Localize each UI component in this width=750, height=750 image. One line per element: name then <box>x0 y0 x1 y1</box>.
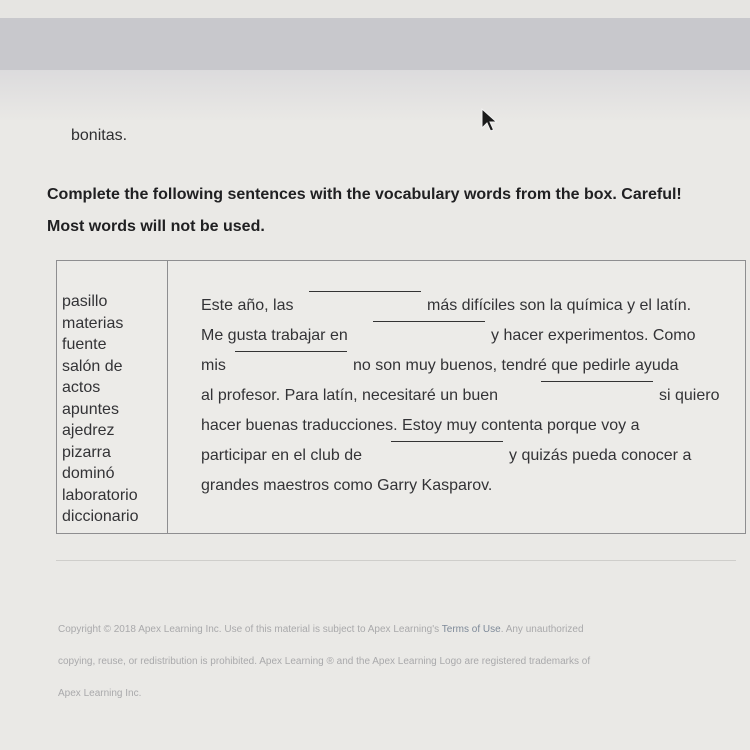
sentence-text: mis <box>201 357 226 374</box>
sentence-text: y hacer experimentos. Como <box>491 327 696 344</box>
word-list <box>62 291 138 528</box>
sentence-text: Me gusta trabajar en <box>201 327 348 344</box>
answer-blank-2[interactable] <box>373 321 485 322</box>
copyright-text: Copyright © 2018 Apex Learning Inc. Use of this material is subject to Apex Learning's <box>58 624 440 635</box>
copyright-text: . Any unauthorized <box>500 624 584 635</box>
word-item: pasillo <box>62 293 108 310</box>
word-item: fuente <box>62 336 107 353</box>
copyright-line-2: copying, reuse, or redistribution is prohibited. Apex Learning ® and the Apex Learning Logo are registered trademarks of <box>58 656 591 667</box>
vocabulary-activity-table <box>56 260 746 534</box>
sentence-text: hacer buenas traducciones. Estoy muy contenta porque voy a <box>201 417 640 434</box>
nav-header-shadow <box>0 70 750 120</box>
word-item: diccionario <box>62 508 139 525</box>
sentence-text: no son muy buenos, tendré que pedirle ayuda <box>353 357 679 374</box>
sentence-text: y quizás pueda conocer a <box>509 447 692 464</box>
word-item: ajedrez <box>62 422 115 439</box>
nav-header-band <box>0 18 750 70</box>
word-item: pizarra <box>62 443 111 461</box>
word-item: salón de <box>62 357 123 375</box>
word-item: actos <box>62 379 101 396</box>
sentence-text: grandes maestros como Garry Kasparov. <box>201 477 493 494</box>
browser-top-strip <box>0 0 750 18</box>
answer-blank-1[interactable] <box>309 291 421 292</box>
answer-blank-3[interactable] <box>235 351 347 352</box>
answer-blank-5[interactable] <box>391 441 503 442</box>
sentence-text: más difíciles son la química y el latín. <box>427 297 692 314</box>
sentence-text: al profesor. Para latín, necesitaré un buen <box>201 387 499 404</box>
activity-instructions <box>47 179 747 243</box>
terms-of-use-link[interactable]: Terms of Use <box>441 624 501 635</box>
word-item: laboratorio <box>62 486 138 504</box>
word-item: dominó <box>62 465 115 482</box>
word-item: materias <box>62 314 124 332</box>
word-item: apuntes <box>62 400 119 418</box>
sentence-text: si quiero <box>659 387 720 404</box>
copyright-footer <box>58 614 738 710</box>
copyright-line-1 <box>58 614 738 646</box>
copyright-line-3: Apex Learning Inc. <box>58 688 142 699</box>
instructions-line-2: Most words will not be used. <box>47 218 265 235</box>
mouse-cursor-icon <box>481 108 499 134</box>
sentence-text: participar en el club de <box>201 447 362 464</box>
answer-blank-4[interactable] <box>541 381 653 382</box>
word-box <box>57 261 168 533</box>
instructions-line-1: Complete the following sentences with the vocabulary words from the box. Careful! <box>47 186 682 203</box>
sentence-text: Este año, las <box>201 297 294 314</box>
previous-sentence-fragment: bonitas. <box>71 127 128 144</box>
section-divider <box>56 560 736 561</box>
